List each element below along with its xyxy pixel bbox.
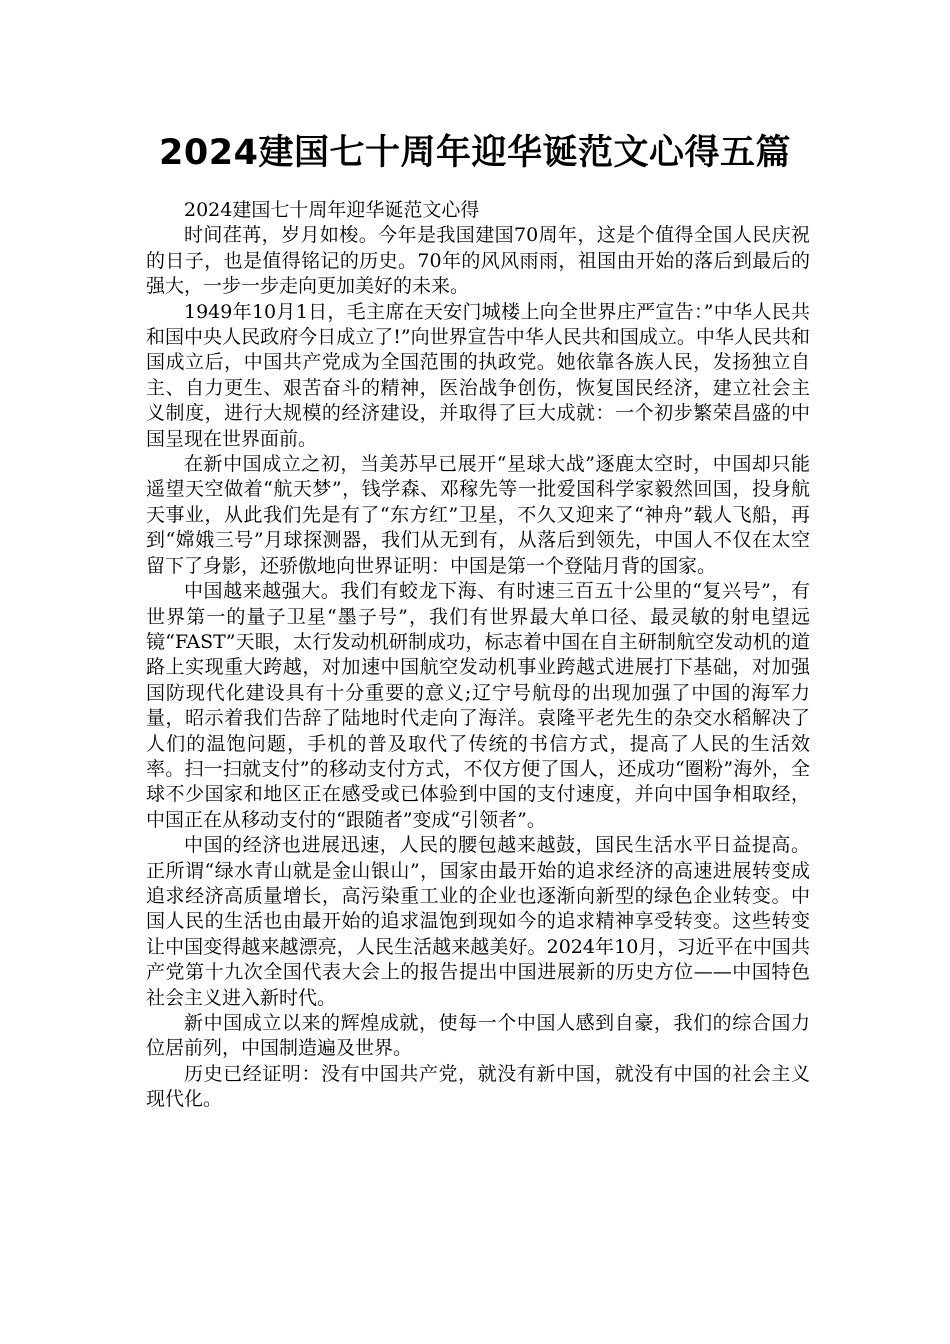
document-subtitle: 2024建国七十周年迎华诞范文心得: [184, 199, 480, 221]
paragraph-1: 时间荏苒，岁月如梭。今年是我国建国70周年，这是个值得全国人民庆祝的日子，也是值得铭记的历史。70年的风风雨雨，祖国由开始的落后到最后的强大，一步一步走向更加美好的未来。: [146, 224, 810, 298]
document-title: 2024建国七十周年迎华诞范文心得五篇: [159, 133, 791, 173]
paragraph-2: 1949年10月1日，毛主席在天安门城楼上向全世界庄严宣告：”中华人民共和国中央人民政府今日成立了!”向世界宣告中华人民共和国成立。中华人民共和国成立后，中国共产党成为全国范围的执政党。她依靠各族人民，发扬独立自主、自力更生、艰苦奋斗的精神，医治战争创伤，恢复国民经济，建立社会主义制度，进行大规模的经济建设，并取得了巨大成就：一个初步繁荣昌盛的中国呈现在世界面前。: [146, 300, 810, 450]
paragraph-6: 新中国成立以来的辉煌成就，使每一个中国人感到自豪，我们的综合国力位居前列，中国制造遍及世界。: [146, 1012, 810, 1060]
paragraph-7: 历史已经证明：没有中国共产党，就没有新中国，就没有中国的社会主义现代化。: [146, 1062, 810, 1111]
paragraph-5: 中国的经济也进展迅速，人民的腰包越来越鼓，国民生活水平日益提高。正所谓“绿水青山就是金山银山”，国家由最开始的追求经济的高速进展转变成追求经济高质量增长，高污染重工业的企业也逐渐向新型的绿色企业转变。中国人民的生活也由最开始的追求温饱到现如今的追求精神享受转变。这些转变让中国变得越来越漂亮，人民生活越来越美好。2024年10月，习近平在中国共产党第十九次全国代表大会上的报告提出中国进展新的历史方位——中国特色社会主义进入新时代。: [146, 834, 810, 1009]
document-body: [146, 198, 810, 1113]
paragraph-3: 在新中国成立之初，当美苏早已展开“星球大战”逐鹿太空时，中国却只能遥望天空做着“航天梦”，钱学森、邓稼先等一批爱国科学家毅然回国，投身航天事业，从此我们先是有了“东方红”卫星，不久又迎来了“神舟”载人飞船，再到“嫦娥三号”月球探测器，我们从无到有，从落后到领先，中国人不仅在太空留下了身影，还骄傲地向世界证明：中国是第一个登陆月背的国家。: [146, 453, 810, 577]
paragraph-4: 中国越来越强大。我们有蛟龙下海、有时速三百五十公里的“复兴号”，有世界第一的量子卫星“墨子号”，我们有世界最大单口径、最灵敏的射电望远镜“FAST”天眼，太行发动机研制成功，标志着中国在自主研制航空发动机的道路上实现重大跨越，对加速中国航空发动机事业跨越式进展打下基础，对加强国防现代化建设具有十分重要的意义;辽宁号航母的出现加强了中国的海军力量，昭示着我们告辞了陆地时代走向了海洋。袁隆平老先生的杂交水稻解决了人们的温饱问题，手机的普及取代了传统的书信方式，提高了人民的生活效率。扫一扫就支付”的移动支付方式，不仅方便了国人，还成功“圈粉”海外，全球不少国家和地区正在感受或已体验到中国的支付速度，并向中国争相取经，中国正在从移动支付的“跟随者”变成“引领者”。: [146, 580, 810, 831]
